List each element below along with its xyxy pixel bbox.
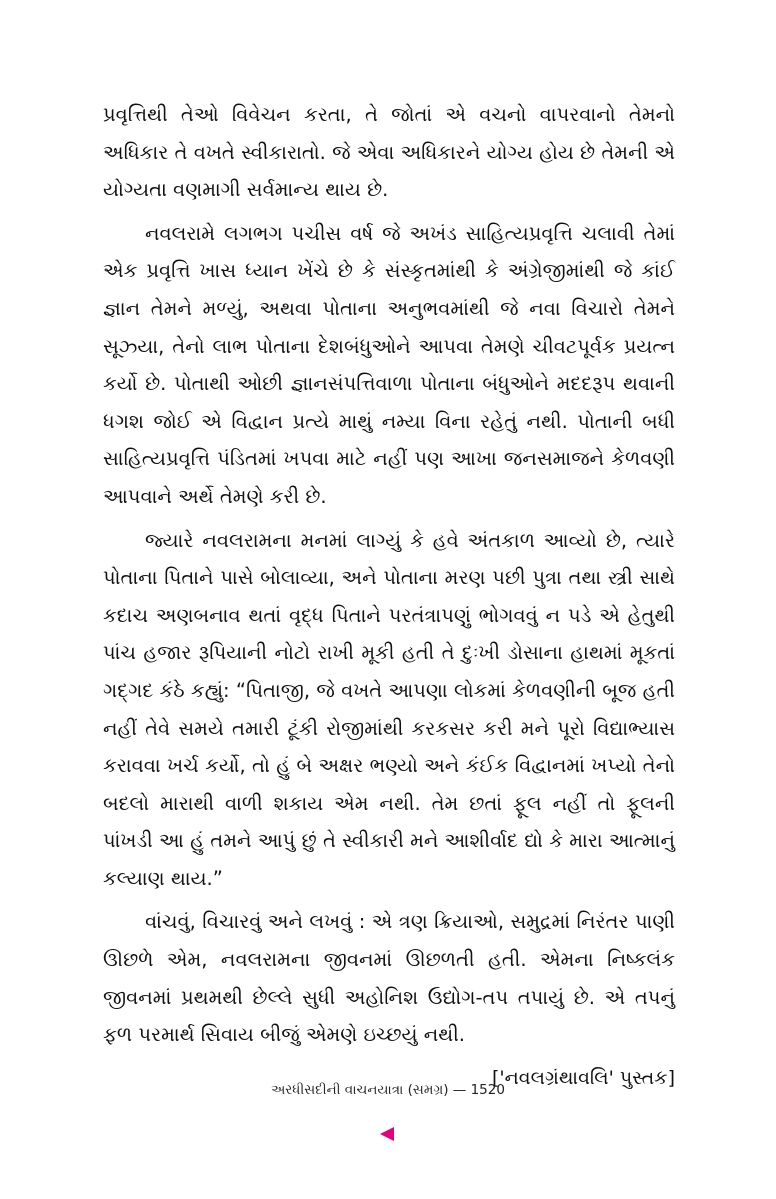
paragraph-3: જ્યારે નવલરામના મનમાં લાગ્યું કે હવે અંતકાળ આવ્યો છે, ત્યારે પોતાના પિતાને પાસે બોલાવ્યા, અને પોતાના મરણ પછી પુત્રા તથા સ્ત્રી સાથે કદાચ અણબનાવ થતાં વૃદ્ધ પિતાને પરતંત્રાપણું ભોગવવું ન પડે એ હેતુથી પાંચ હજાર રૂપિયાની નોટો રાખી મૂકી હતી તે દુઃખી ડોસાના હાથમાં મૂકતાં ગદ્ગદ કંઠે કહ્યું: “પિતાજી, જે વખતે આપણા લોકમાં કેળવણીની બૂજ હતી નહીં તેવે સમયે તમારી ટૂંકી રોજીમાંથી કરકસર કરી મને પૂરો વિદ્યાભ્યાસ કરાવવા ખર્ચ કર્યો, તો હું બે અક્ષર ભણ્યો અને કંઈક વિદ્વાનમાં ખપ્યો તેનો બદલો મારાથી વાળી શકાય એમ નથી. તેમ છતાં ફૂલ નહીં તો ફૂલની પાંખડી આ હું તમને આપું છું તે સ્વીકારી મને આશીર્વાદ દ્યો કે મારા આત્માનું કલ્યાણ થાય.”	[103, 528, 675, 890]
paragraph-4: વાંચવું, વિચારવું અને લખવું : એ ત્રણ ક્રિયાઓ, સમુદ્રમાં નિરંતર પાણી ઊછળે એમ, નવલરામના જીવનમાં ઊછળતી હતી. એમના નિષ્કલંક જીવનમાં પ્રથમથી છેલ્લે સુધી અહોનિશ ઉદ્યોગ-તપ તપાયું છે. એ તપનું ફળ પરમાર્થ સિવાય બીજું એમણે ઇચ્છયું નથી.	[103, 910, 675, 1047]
page-footer: અરધીસદીની વાચનયાત્રા (સમગ્ર) — 1520	[271, 1082, 505, 1098]
page-body	[103, 96, 675, 1097]
paragraph-1: પ્રવૃત્તિથી તેઓ વિવેચન કરતા, તે જોતાં એ વચનો વાપરવાનો તેમનો અધિકાર તે વખતે સ્વીકારાતો. જે એવા અધિકારને યોગ્ય હોય છે તેમની એ યોગ્યતા વણમાગી સર્વમાન્ય થાય છે.	[103, 103, 675, 202]
source-citation: ['નવલગ્રંથાવલિ' પુસ્તક]	[491, 1066, 675, 1089]
left-triangle-icon[interactable]	[380, 1127, 394, 1141]
paragraph-2: નવલરામે લગભગ પચીસ વર્ષ જે અખંડ સાહિત્યપ્રવૃત્તિ ચલાવી તેમાં એક પ્રવૃત્તિ ખાસ ધ્યાન ખેંચે છે કે સંસ્કૃતમાંથી કે અંગ્રેજીમાંથી જે કાંઈ જ્ઞાન તેમને મળ્યું, અથવા પોતાના અનુભવમાંથી જે નવા વિચારો તેમને સૂઝ્યા, તેનો લાભ પોતાના દેશબંધુઓને આપવા તેમણે ચીવટપૂર્વક પ્રયત્ન કર્યો છે. પોતાથી ઓછી જ્ઞાનસંપત્તિવાળા પોતાના બંધુઓને મદદરૂપ થવાની ધગશ જોઈ એ વિદ્વાન પ્રત્યે માથું નમ્યા વિના રહેતું નથી. પોતાની બધી સાહિત્યપ્રવૃત્તિ પંડિતમાં ખપવા માટે નહીં પણ આખા જનસમાજને કેળવણી આપવાને અર્થે તેમણે કરી છે.	[103, 221, 675, 508]
